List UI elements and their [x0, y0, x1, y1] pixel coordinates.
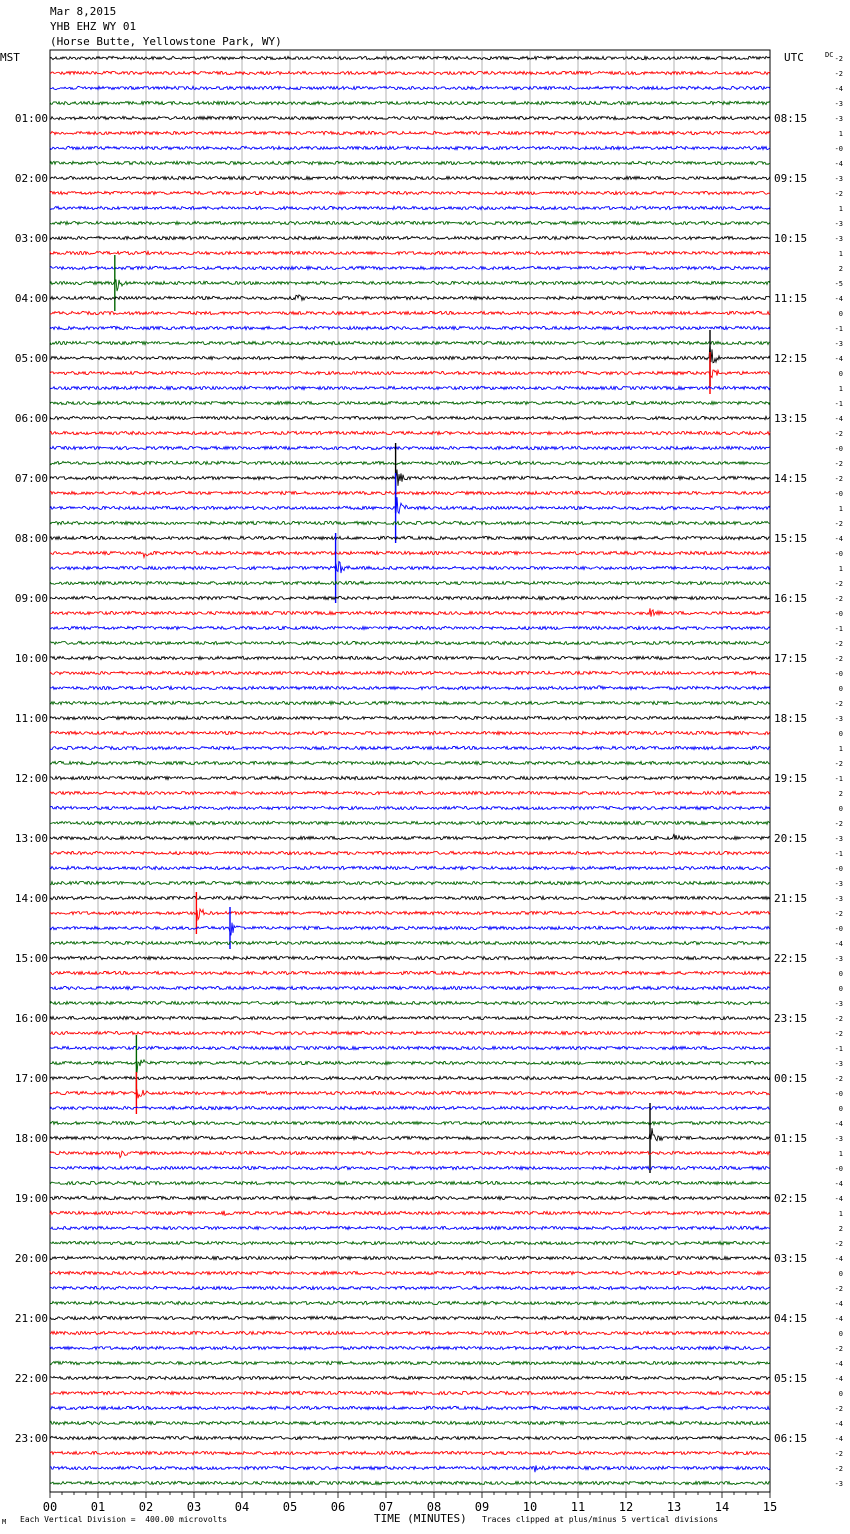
trace-12 [50, 221, 770, 224]
trace-15 [50, 266, 770, 269]
trace-87 [50, 1346, 770, 1349]
dc-offset-label: -4 [834, 415, 843, 423]
trace-74 [50, 1151, 770, 1158]
dc-offset-label: -0 [834, 1090, 843, 1098]
trace-66 [50, 1031, 770, 1034]
x-axis-title: TIME (MINUTES) [374, 1512, 467, 1525]
trace-80 [50, 1241, 770, 1244]
dc-offset-label: -3 [834, 175, 843, 183]
trace-78 [50, 1211, 770, 1216]
dc-offset-label: 0 [838, 310, 843, 318]
dc-offset-label: -3 [834, 895, 843, 903]
trace-22 [50, 370, 770, 377]
dc-offset-label: 0 [838, 805, 843, 813]
dc-offset-label: -2 [834, 1285, 843, 1293]
trace-42 [50, 671, 770, 674]
right-hour-label: 22:15 [774, 952, 808, 965]
dc-offset-label: -1 [834, 400, 843, 408]
right-hour-label: 17:15 [774, 652, 808, 665]
trace-89 [50, 1376, 770, 1379]
right-hour-label: 20:15 [774, 832, 808, 845]
dc-offset-label: 0 [838, 1105, 843, 1113]
trace-91 [50, 1406, 770, 1409]
trace-92 [50, 1421, 770, 1424]
trace-94 [50, 1451, 770, 1454]
left-hour-label: 15:00 [14, 952, 48, 965]
x-tick-label: 00 [42, 1500, 58, 1514]
trace-69 [50, 1076, 770, 1079]
x-tick-label: 08 [426, 1500, 442, 1514]
dc-offset-label: -1 [834, 1045, 843, 1053]
trace-90 [50, 1391, 770, 1394]
trace-6 [50, 131, 770, 134]
trace-3 [50, 86, 770, 89]
dc-offset-label: -2 [834, 1240, 843, 1248]
left-hour-label: 02:00 [14, 172, 48, 185]
right-hour-label: 05:15 [774, 1372, 808, 1385]
left-hour-label: 09:00 [14, 592, 48, 605]
dc-offset-label: -3 [834, 1135, 843, 1143]
dc-offset-label: -1 [834, 850, 843, 858]
dc-offset-label: -2 [834, 430, 843, 438]
dc-offset-label: -2 [834, 475, 843, 483]
trace-95 [50, 1466, 770, 1473]
dc-offset-label: -5 [834, 280, 843, 288]
dc-offset-label: -3 [834, 880, 843, 888]
trace-43 [50, 686, 770, 690]
trace-36 [50, 581, 770, 584]
x-tick-label: 09 [474, 1500, 490, 1514]
trace-54 [50, 851, 770, 854]
trace-27 [50, 446, 770, 449]
x-tick-label: 06 [330, 1500, 346, 1514]
trace-82 [50, 1271, 770, 1274]
trace-41 [50, 656, 770, 659]
dc-offset-label: -2 [834, 760, 843, 768]
dc-offset-label: -4 [834, 1315, 843, 1323]
dc-offset-label: -3 [834, 835, 843, 843]
dc-offset-label: -2 [834, 190, 843, 198]
dc-offset-label: 0 [838, 370, 843, 378]
left-hour-label: 20:00 [14, 1252, 48, 1265]
dc-offset-label: -2 [834, 820, 843, 828]
x-tick-label: 02 [138, 1500, 154, 1514]
dc-offset-label: -4 [834, 1420, 843, 1428]
dc-offset-label: -2 [834, 1075, 843, 1083]
right-hour-label: 16:15 [774, 592, 808, 605]
left-timezone-label: MST [0, 51, 20, 64]
trace-85 [50, 1316, 770, 1319]
trace-34 [50, 551, 770, 557]
dc-offset-label: -4 [834, 85, 843, 93]
dc-offset-label: -2 [834, 55, 843, 63]
trace-33 [50, 536, 770, 539]
right-hour-label: 06:15 [774, 1432, 808, 1445]
right-hour-label: 08:15 [774, 112, 808, 125]
left-hour-label: 11:00 [14, 712, 48, 725]
trace-4 [50, 101, 770, 104]
right-hour-label: 14:15 [774, 472, 808, 485]
trace-75 [50, 1166, 770, 1169]
dc-offset-label: 1 [838, 205, 843, 213]
trace-93 [50, 1436, 770, 1439]
dc-offset-label: -2 [834, 1465, 843, 1473]
dc-offset-label: -3 [834, 715, 843, 723]
dc-offset-label: -3 [834, 1480, 843, 1488]
trace-73 [50, 1128, 770, 1141]
trace-8 [50, 161, 770, 164]
dc-offset-label: 1 [838, 1210, 843, 1218]
dc-offset-label: -0 [834, 925, 843, 933]
dc-offset-label: -4 [834, 1195, 843, 1203]
dc-offset-label: -1 [834, 775, 843, 783]
dc-offset-label: -0 [834, 610, 843, 618]
dc-offset-label: 1 [838, 250, 843, 258]
dc-offset-label: -4 [834, 1255, 843, 1263]
right-hour-label: 00:15 [774, 1072, 808, 1085]
trace-96 [50, 1481, 770, 1484]
x-tick-label: 15 [762, 1500, 778, 1514]
dc-offset-label: 0 [838, 1390, 843, 1398]
dc-offset-label: -4 [834, 940, 843, 948]
vertical-scale-note: Each Vertical Division = 400.00 microvolts [20, 1515, 228, 1524]
left-hour-label: 21:00 [14, 1312, 48, 1325]
trace-5 [50, 116, 770, 119]
trace-11 [50, 206, 770, 209]
dc-offset-label: 1 [838, 505, 843, 513]
header-date: Mar 8,2015 [50, 5, 117, 18]
right-hour-label: 12:15 [774, 352, 808, 365]
trace-51 [50, 806, 770, 809]
trace-48 [50, 761, 770, 764]
dc-offset-label: -2 [834, 700, 843, 708]
dc-offset-label: -2 [834, 1030, 843, 1038]
x-tick-label: 03 [186, 1500, 202, 1514]
trace-68 [50, 1060, 770, 1073]
corner-mark: M [2, 1518, 7, 1526]
trace-7 [50, 146, 770, 149]
dc-offset-label: -4 [834, 295, 843, 303]
trace-19 [50, 326, 770, 329]
dc-offset-label: -4 [834, 1360, 843, 1368]
trace-88 [50, 1361, 770, 1364]
dc-offset-label: 0 [838, 1270, 843, 1278]
dc-offset-label: -2 [834, 1450, 843, 1458]
x-tick-label: 10 [522, 1500, 538, 1514]
trace-40 [50, 641, 770, 644]
trace-79 [50, 1226, 770, 1229]
dc-offset-label: -0 [834, 445, 843, 453]
dc-offset-label: -0 [834, 550, 843, 558]
left-hour-label: 16:00 [14, 1012, 48, 1025]
trace-44 [50, 701, 770, 704]
dc-offset-label: -3 [834, 235, 843, 243]
dc-offset-label: 1 [838, 745, 843, 753]
trace-28 [50, 461, 770, 464]
dc-offset-label: -2 [834, 1015, 843, 1023]
trace-83 [50, 1286, 770, 1289]
dc-offset-label: 1 [838, 385, 843, 393]
trace-59 [50, 923, 770, 936]
dc-offset-label: -4 [834, 1300, 843, 1308]
dc-offset-label: -3 [834, 955, 843, 963]
trace-84 [50, 1301, 770, 1304]
trace-65 [50, 1016, 770, 1019]
dc-offset-label: -4 [834, 1435, 843, 1443]
trace-9 [50, 176, 770, 179]
right-hour-label: 23:15 [774, 1012, 808, 1025]
trace-49 [50, 776, 770, 779]
dc-offset-label: -1 [834, 625, 843, 633]
right-hour-label: 18:15 [774, 712, 808, 725]
dc-offset-label: 2 [838, 1225, 843, 1233]
trace-16 [50, 280, 770, 292]
trace-2 [50, 71, 770, 74]
right-hour-label: 13:15 [774, 412, 808, 425]
trace-21 [50, 345, 770, 363]
right-hour-label: 03:15 [774, 1252, 808, 1265]
trace-38 [50, 608, 770, 616]
trace-10 [50, 191, 770, 194]
trace-57 [50, 896, 770, 899]
right-hour-label: 19:15 [774, 772, 808, 785]
dc-offset-label: -4 [834, 355, 843, 363]
right-hour-label: 04:15 [774, 1312, 808, 1325]
left-hour-label: 12:00 [14, 772, 48, 785]
dc-offset-label: -4 [834, 1375, 843, 1383]
right-hour-label: 02:15 [774, 1192, 808, 1205]
left-hour-label: 03:00 [14, 232, 48, 245]
trace-18 [50, 311, 770, 314]
left-hour-label: 13:00 [14, 832, 48, 845]
dc-offset-label: 1 [838, 565, 843, 573]
trace-47 [50, 746, 770, 749]
trace-25 [50, 416, 770, 419]
right-hour-label: 15:15 [774, 532, 808, 545]
dc-offset-label: -1 [834, 325, 843, 333]
axis-labels [0, 51, 843, 1514]
dc-offset-label: -2 [834, 520, 843, 528]
trace-14 [50, 251, 770, 254]
dc-offset-label: -3 [834, 1000, 843, 1008]
trace-13 [50, 236, 770, 239]
dc-offset-label: 1 [838, 130, 843, 138]
trace-86 [50, 1331, 770, 1334]
trace-1 [50, 56, 770, 59]
trace-24 [50, 401, 770, 404]
dc-offset-label: -2 [834, 580, 843, 588]
dc-offset-label: 2 [838, 790, 843, 798]
x-tick-label: 14 [714, 1500, 730, 1514]
left-hour-label: 22:00 [14, 1372, 48, 1385]
x-tick-label: 07 [378, 1500, 394, 1514]
dc-offset-label: -3 [834, 100, 843, 108]
trace-31 [50, 497, 770, 513]
right-hour-label: 10:15 [774, 232, 808, 245]
trace-37 [50, 596, 770, 599]
trace-20 [50, 341, 770, 344]
dc-offset-label: -2 [834, 910, 843, 918]
trace-29 [50, 470, 770, 486]
dc-offset-label: -2 [834, 595, 843, 603]
trace-72 [50, 1121, 770, 1124]
trace-81 [50, 1256, 770, 1259]
left-hour-label: 17:00 [14, 1072, 48, 1085]
plot-frame [50, 50, 770, 1492]
left-hour-label: 04:00 [14, 292, 48, 305]
trace-70 [50, 1090, 770, 1098]
dc-offset-label: -2 [834, 460, 843, 468]
dc-offset-label: -3 [834, 1060, 843, 1068]
dc-offset-label: 0 [838, 730, 843, 738]
left-hour-label: 01:00 [14, 112, 48, 125]
left-hour-label: 23:00 [14, 1432, 48, 1445]
dc-offset-label: -2 [834, 70, 843, 78]
dc-offset-label: -0 [834, 490, 843, 498]
dc-offset-label: -0 [834, 145, 843, 153]
left-hour-label: 08:00 [14, 532, 48, 545]
right-hour-label: 11:15 [774, 292, 808, 305]
trace-35 [50, 562, 770, 574]
left-hour-label: 06:00 [14, 412, 48, 425]
dc-offset-label: -0 [834, 865, 843, 873]
right-timezone-label: UTC [784, 51, 804, 64]
x-tick-label: 11 [570, 1500, 586, 1514]
right-hour-label: 21:15 [774, 892, 808, 905]
dc-offset-label: -0 [834, 670, 843, 678]
x-tick-label: 04 [234, 1500, 250, 1514]
dc-offset-label: 0 [838, 970, 843, 978]
dc-offset-label: 1 [838, 1150, 843, 1158]
trace-61 [50, 956, 770, 959]
dc-offset-label: -4 [834, 160, 843, 168]
dc-offset-label: -2 [834, 1405, 843, 1413]
x-tick-label: 13 [666, 1500, 682, 1514]
trace-45 [50, 716, 770, 719]
trace-58 [50, 909, 770, 920]
trace-30 [50, 491, 770, 494]
left-hour-label: 18:00 [14, 1132, 48, 1145]
trace-56 [50, 881, 770, 884]
header-station: YHB EHZ WY 01 [50, 20, 137, 33]
dc-offset-label: 0 [838, 1330, 843, 1338]
trace-67 [50, 1046, 770, 1049]
dc-offset-label: -2 [834, 640, 843, 648]
trace-50 [50, 791, 770, 794]
trace-39 [50, 626, 770, 629]
trace-53 [50, 834, 770, 840]
dc-offset-label: 0 [838, 985, 843, 993]
dc-header-label: DC [825, 51, 834, 59]
clip-note: Traces clipped at plus/minus 5 vertical divisions [482, 1515, 719, 1524]
dc-offset-label: -4 [834, 535, 843, 543]
x-tick-label: 12 [618, 1500, 634, 1514]
trace-52 [50, 821, 770, 824]
left-hour-label: 05:00 [14, 352, 48, 365]
left-hour-label: 14:00 [14, 892, 48, 905]
dc-offset-label: -0 [834, 1165, 843, 1173]
dc-offset-label: 2 [838, 265, 843, 273]
dc-offset-label: -3 [834, 220, 843, 228]
seismic-traces [50, 56, 770, 1484]
dc-offset-label: -2 [834, 1345, 843, 1353]
trace-77 [50, 1196, 770, 1199]
dc-offset-label: -3 [834, 340, 843, 348]
left-hour-label: 07:00 [14, 472, 48, 485]
trace-23 [50, 386, 770, 389]
right-hour-label: 01:15 [774, 1132, 808, 1145]
x-tick-label: 05 [282, 1500, 298, 1514]
trace-55 [50, 866, 770, 869]
dc-offset-label: -3 [834, 115, 843, 123]
x-tick-label: 01 [90, 1500, 106, 1514]
trace-32 [50, 521, 770, 524]
dc-offset-label: 0 [838, 685, 843, 693]
dc-offset-label: -2 [834, 655, 843, 663]
dc-offset-label: -4 [834, 1120, 843, 1128]
trace-26 [50, 431, 770, 434]
trace-62 [50, 971, 770, 974]
trace-71 [50, 1106, 770, 1109]
trace-60 [50, 941, 770, 944]
trace-76 [50, 1181, 770, 1184]
left-hour-label: 10:00 [14, 652, 48, 665]
right-hour-label: 09:15 [774, 172, 808, 185]
trace-46 [50, 731, 770, 734]
dc-offset-label: -4 [834, 1180, 843, 1188]
header-location: (Horse Butte, Yellowstone Park, WY) [50, 35, 282, 48]
trace-64 [50, 1001, 770, 1004]
trace-17 [50, 295, 770, 300]
left-hour-label: 19:00 [14, 1192, 48, 1205]
trace-63 [50, 986, 770, 989]
